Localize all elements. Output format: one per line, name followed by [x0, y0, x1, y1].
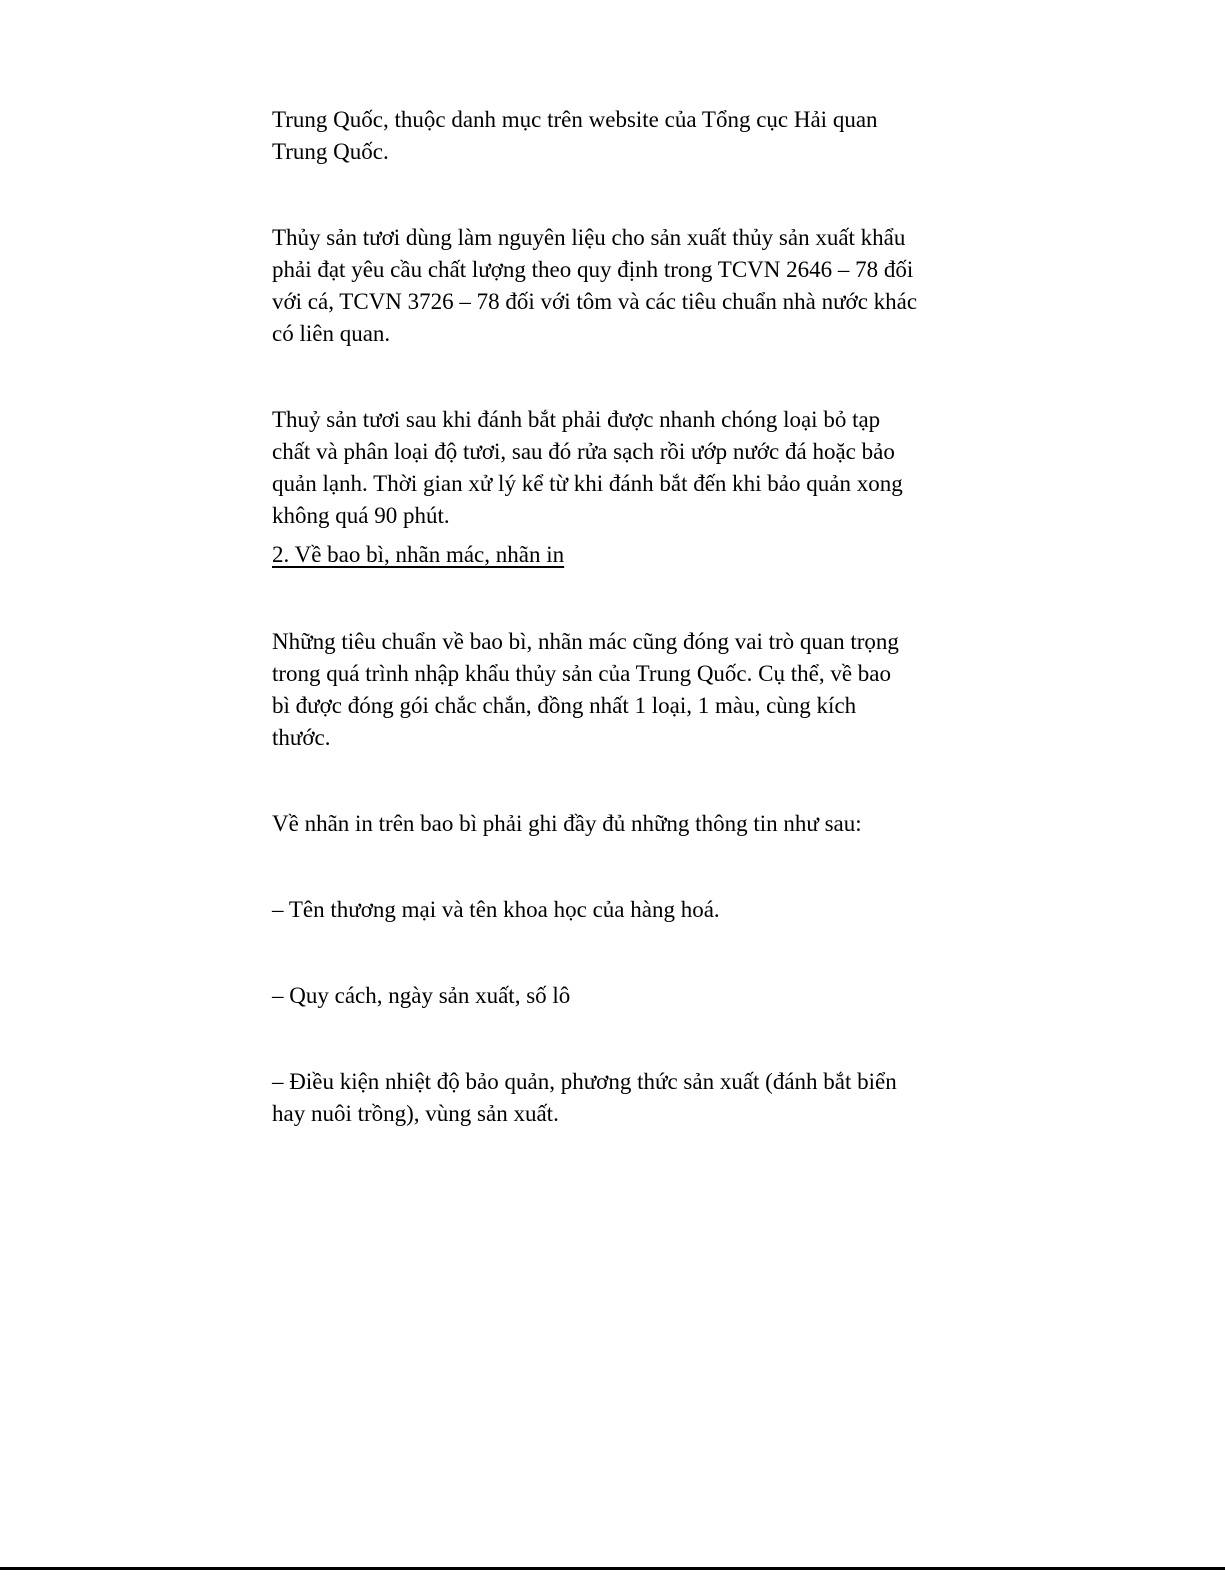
- paragraph-raw-material-quality: Thủy sản tươi dùng làm nguyên liệu cho sản xuất thủy sản xuất khẩu phải đạt yêu cầu chất lượng theo quy định trong TCVN 2646 – 78 đối với cá, TCVN 3726 – 78 đối với tôm và các tiêu chuẩn nhà nước khác có liên quan.: [272, 225, 918, 346]
- section-heading-packaging: 2. Về bao bì, nhãn mác, nhãn in: [272, 542, 565, 567]
- list-item-trade-name: – Tên thương mại và tên khoa học của hàng hoá.: [272, 897, 720, 922]
- list-item-storage-conditions: – Điều kiện nhiệt độ bảo quản, phương thức sản xuất (đánh bắt biển hay nuôi trồng), vùng sản xuất.: [272, 1069, 897, 1126]
- paragraph-packaging-standards: Những tiêu chuẩn về bao bì, nhãn mác cũng đóng vai trò quan trọng trong quá trình nhập khẩu thủy sản của Trung Quốc. Cụ thể, về bao bì được đóng gói chắc chắn, đồng nhất 1 loại, 1 màu, cùng kích thước.: [272, 629, 899, 750]
- page-bottom-rule: [0, 1567, 1225, 1570]
- list-item-specification: – Quy cách, ngày sản xuất, số lô: [272, 983, 571, 1008]
- paragraph-handling-after-catch: Thuỷ sản tươi sau khi đánh bắt phải được nhanh chóng loại bỏ tạp chất và phân loại độ tươi, sau đó rửa sạch rồi ướp nước đá hoặc bảo quản lạnh. Thời gian xử lý kể từ khi đánh bắt đến khi bảo quản xong không quá 90 phút.: [272, 407, 903, 528]
- paragraph-continuation: Trung Quốc, thuộc danh mục trên website của Tổng cục Hải quan Trung Quốc.: [272, 107, 878, 164]
- paragraph-label-requirements: Về nhãn in trên bao bì phải ghi đầy đủ những thông tin như sau:: [272, 811, 862, 836]
